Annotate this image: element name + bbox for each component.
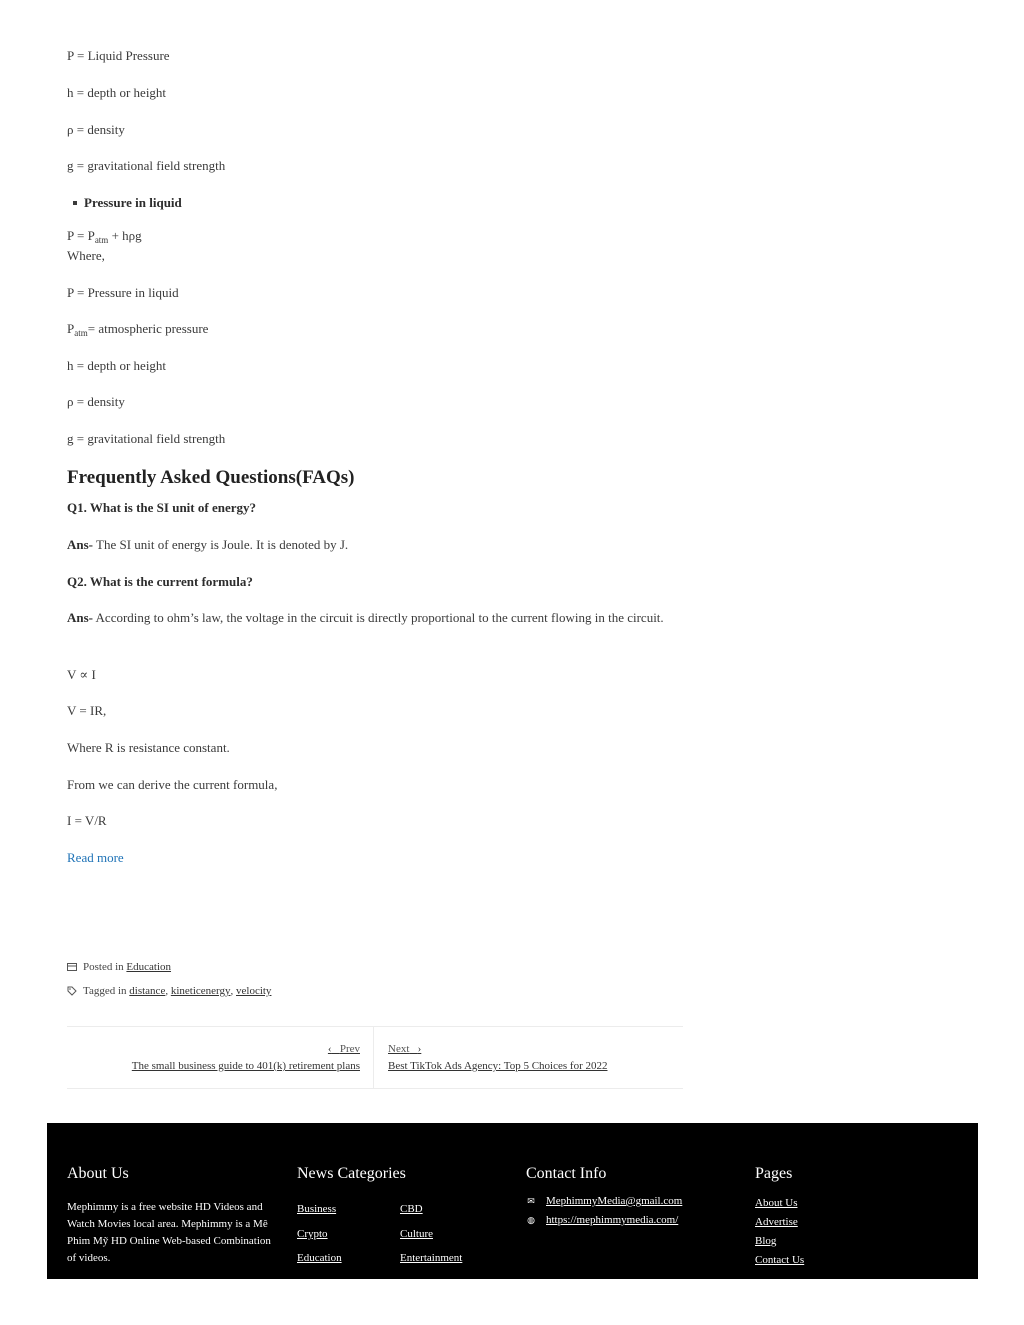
next-post-link[interactable] [388,1041,608,1075]
tag-icon [67,986,77,996]
about-title: About Us [67,1165,129,1182]
contact-website[interactable]: https://mephimmymedia.com/ [546,1214,679,1226]
text-density-2: ρ = density [67,394,125,409]
contact-title: Contact Info [526,1165,607,1182]
about-text: Mephimmy is a free website HD Videos and Watch Movies local area. Mephimmy is a Mê Phim Mỹ HD Online Web-based Combination of videos. [67,1201,271,1264]
list-bullet [73,201,77,205]
post-nav-divider [373,1027,374,1089]
categories-title: News Categories [297,1165,406,1182]
answer-label: Ans- [67,610,94,625]
tagged-in-label: Tagged in [83,985,127,997]
tag-link-velocity[interactable]: velocity [236,985,272,997]
prev-post-title: The small business guide to 401(k) retirement plans [131,1060,360,1072]
tag-link-kineticenergy[interactable]: kineticenergy [170,985,231,997]
category-entertainment[interactable]: Entertainment [400,1252,463,1264]
next-post-title: Best TikTok Ads Agency: Top 5 Choices for 2022 [388,1060,608,1072]
footer-categories [297,1163,497,1266]
text-atmospheric-pressure [67,320,208,338]
text-derive: From we can derive the current formula, [67,777,278,792]
patm-sub: atm [74,328,88,338]
patm-prefix: P [67,321,75,336]
category-list [297,1196,497,1266]
formula-suffix: + hρg [108,228,142,243]
page-about-us[interactable]: About Us [755,1197,798,1209]
faq-heading: Frequently Asked Questions(FAQs) [67,467,355,488]
category-link-education[interactable]: Education [126,961,172,973]
answer-text: According to ohm’s law, the voltage in the circuit is directly proportional to the current flowing in the circuit. [93,610,664,625]
text-where: Where, [67,248,105,263]
contact-website-row [526,1213,682,1227]
globe-icon: ◍ [527,1215,535,1225]
text-gravity: g = gravitational field strength [67,158,226,173]
chevron-left-icon: ‹ [327,1043,332,1055]
read-more-link[interactable]: Read more [67,850,124,865]
footer-about [67,1163,277,1267]
contact-email[interactable]: MephimmyMedia@gmail.com [546,1195,683,1207]
text-depth: h = depth or height [67,85,167,100]
text-density: ρ = density [67,122,125,137]
formula-sub: atm [94,235,109,245]
category-cbd[interactable]: CBD [400,1203,423,1215]
contact-email-row [526,1194,682,1208]
text-depth-2: h = depth or height [67,358,167,373]
page-blog[interactable]: Blog [755,1235,777,1247]
bullet-pressure-in-liquid: Pressure in liquid [84,195,182,210]
text-v-ir: V = IR, [67,703,107,718]
category-crypto[interactable]: Crypto [297,1228,328,1240]
prev-label: Prev [339,1043,360,1055]
faq-answer-2 [67,608,667,628]
folder-icon [67,962,77,972]
text-i-vr: I = V/R [67,813,107,828]
faq-question-1: Q1. What is the SI unit of energy? [67,500,256,515]
text-pressure-in-liquid: P = Pressure in liquid [67,285,179,300]
email-icon: ✉ [527,1196,535,1206]
category-business[interactable]: Business [297,1203,337,1215]
formula-pressure [67,227,142,245]
faq-question-2: Q2. What is the current formula? [67,574,253,589]
site-footer [47,1123,978,1279]
formula-prefix: P = P [67,228,95,243]
faq-answer-1 [67,536,348,554]
pages-title: Pages [755,1165,793,1182]
page-advertise[interactable]: Advertise [755,1216,798,1228]
post-navigation [67,1026,683,1089]
tag-link-distance[interactable]: distance [129,985,166,997]
posted-in-label: Posted in [83,961,124,973]
answer-text: The SI unit of energy is Joule. It is denoted by J. [93,537,349,552]
text-gravity-2: g = gravitational field strength [67,431,226,446]
next-label: Next [388,1043,410,1055]
footer-contact [526,1163,682,1232]
text-v-prop-i: V ∝ I [67,667,96,682]
category-education[interactable]: Education [297,1252,342,1264]
category-culture[interactable]: Culture [400,1228,433,1240]
text-where-r: Where R is resistance constant. [67,740,230,755]
footer-pages [755,1163,804,1272]
posted-in [67,960,171,974]
answer-label: Ans- [67,537,94,552]
prev-post-link[interactable] [132,1041,360,1075]
tagged-in: Tagged in distance , kineticenergy , velocity [67,984,271,998]
text-liquid-pressure: P = Liquid Pressure [67,48,170,63]
chevron-right-icon: › [417,1043,422,1055]
patm-suffix: = atmospheric pressure [87,321,209,336]
page-contact-us[interactable]: Contact Us [755,1254,805,1266]
